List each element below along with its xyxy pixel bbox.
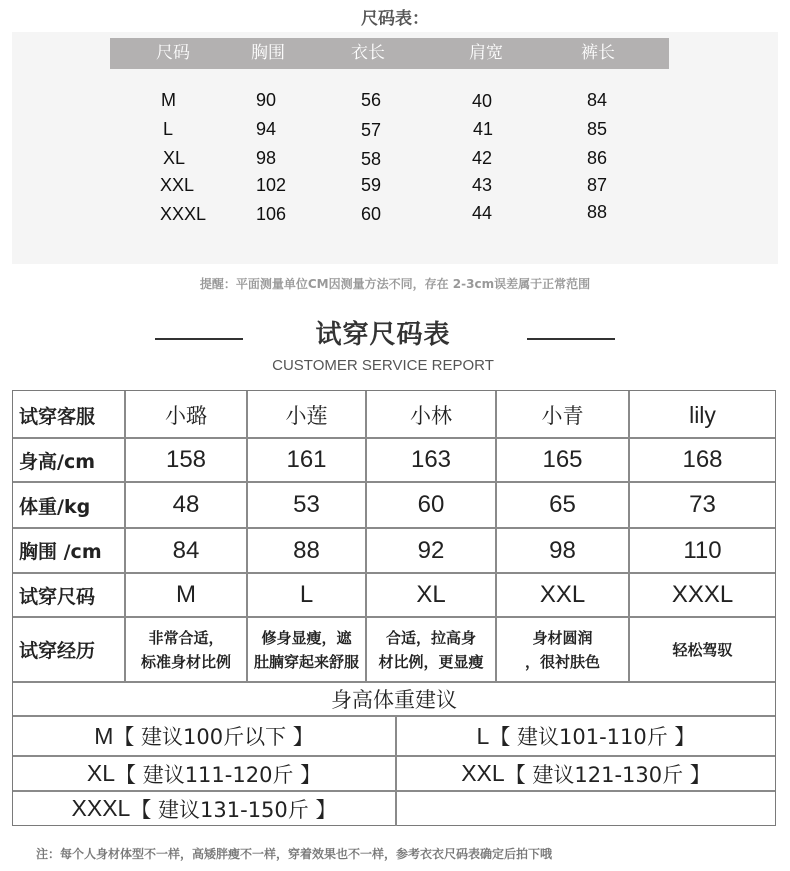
model-name: 小青 xyxy=(541,404,584,428)
model-weight: 53 xyxy=(293,491,320,518)
model-weight: 73 xyxy=(689,491,716,518)
row-label-chest: 胸围 /cm xyxy=(19,541,102,563)
recommend-size: XXL xyxy=(461,760,505,786)
recommend-l xyxy=(397,717,775,755)
size-cell: L xyxy=(163,119,174,139)
size-cell: 59 xyxy=(361,175,382,195)
recommend-range: 【 建议101-110斤 】 xyxy=(489,725,696,749)
recommend-size: XXXL xyxy=(71,795,131,821)
header-shoulder: 肩宽 xyxy=(469,43,503,63)
model-experience xyxy=(630,618,775,681)
experience-line: 标准身材比例 xyxy=(140,652,231,671)
size-cell: 43 xyxy=(472,175,493,195)
size-cell: 60 xyxy=(361,204,382,224)
model-name: lily xyxy=(689,401,716,428)
row-label-height: 身高/cm xyxy=(19,450,96,473)
header-size: 尺码 xyxy=(156,43,190,63)
experience-line: 材比例，更显瘦 xyxy=(378,652,484,671)
model-experience xyxy=(497,618,628,681)
experience-line: 肚腩穿起来舒服 xyxy=(253,652,359,671)
experience-line: 非常合适， xyxy=(148,628,224,647)
recommend-size: L xyxy=(476,722,490,749)
size-cell: 98 xyxy=(256,148,277,168)
size-cell: 84 xyxy=(587,90,608,110)
size-chart-header xyxy=(110,38,669,69)
experience-line: ，很衬肤色 xyxy=(524,652,600,671)
recommend-size: XL xyxy=(86,760,116,786)
trial-table xyxy=(12,390,776,826)
size-cell: 85 xyxy=(587,119,608,139)
model-experience xyxy=(367,618,495,681)
size-cell: 40 xyxy=(472,91,493,111)
model-chest: 98 xyxy=(549,536,576,564)
size-cell: 42 xyxy=(472,148,493,168)
model-name: 小林 xyxy=(410,404,452,428)
experience-line: 轻松驾驭 xyxy=(672,640,733,659)
trial-subtitle: CUSTOMER SERVICE REPORT xyxy=(272,357,494,374)
size-cell: 86 xyxy=(587,148,608,168)
model-experience xyxy=(126,618,246,681)
measurement-notice: 提醒：平面测量单位CM因测量方法不同，存在 2-3cm误差属于正常范围 xyxy=(199,277,591,291)
size-cell: 41 xyxy=(473,119,494,139)
model-size: XXL xyxy=(539,581,586,608)
recommend-range: 【 建议100斤以下 】 xyxy=(113,725,314,749)
experience-line: 合适，拉高身 xyxy=(385,628,476,647)
recommend-size: M xyxy=(94,722,114,749)
row-label-size: 试穿尺码 xyxy=(19,585,96,608)
model-chest: 88 xyxy=(293,536,320,564)
model-size: XL xyxy=(416,581,446,608)
header-length: 衣长 xyxy=(351,43,385,63)
size-cell: 57 xyxy=(361,120,382,140)
size-cell: 94 xyxy=(256,119,277,139)
experience-line: 修身显瘦，遮 xyxy=(261,628,352,647)
recommend-m xyxy=(13,717,395,755)
model-name: 小莲 xyxy=(285,404,328,428)
model-size: L xyxy=(299,581,314,608)
model-chest: 92 xyxy=(417,536,445,564)
recommend-xl xyxy=(13,757,395,790)
size-cell: 44 xyxy=(472,203,493,223)
size-cell: 58 xyxy=(361,149,382,169)
size-cell: M xyxy=(161,90,176,110)
model-height: 161 xyxy=(286,446,327,473)
size-cell: 102 xyxy=(256,175,287,195)
header-chest: 胸围 xyxy=(251,43,285,63)
size-cell: XL xyxy=(163,148,186,168)
recommend-range: 【 建议111-120斤 】 xyxy=(115,762,322,787)
size-cell: XXXL xyxy=(160,204,207,224)
recommend-xxl xyxy=(397,757,775,790)
recommend-title: 身高体重建议 xyxy=(331,688,457,712)
size-cell: 56 xyxy=(361,90,382,110)
model-height: 168 xyxy=(682,446,723,473)
footnote: 注：每个人身材体型不一样，高矮胖瘦不一样，穿着效果也不一样，参考衣衣尺码表确定后拍下哦 xyxy=(36,847,553,861)
size-cell: 88 xyxy=(587,202,608,222)
model-size: XXXL xyxy=(671,581,734,608)
size-cell: 87 xyxy=(587,175,608,195)
experience-line: 身材圆润 xyxy=(532,628,593,647)
model-name: 小璐 xyxy=(165,404,207,428)
size-cell: 90 xyxy=(256,90,277,110)
row-label-weight: 体重/kg xyxy=(19,495,91,518)
model-height: 163 xyxy=(410,446,452,473)
row-label-model: 试穿客服 xyxy=(19,405,96,428)
recommend-xxxl xyxy=(13,792,395,825)
model-chest: 84 xyxy=(172,536,200,564)
model-weight: 48 xyxy=(172,491,200,518)
model-height: 158 xyxy=(165,446,207,473)
trial-title: 试穿尺码表 xyxy=(315,320,451,350)
model-weight: 65 xyxy=(549,491,576,518)
model-height: 165 xyxy=(542,446,583,473)
size-cell: 106 xyxy=(256,204,287,224)
model-chest: 110 xyxy=(683,536,722,564)
size-cell: XXL xyxy=(160,175,195,195)
row-label-experience: 试穿经历 xyxy=(19,640,96,662)
model-size: M xyxy=(176,581,196,608)
header-pants: 裤长 xyxy=(581,43,615,63)
recommend-range: 【 建议121-130斤 】 xyxy=(504,762,711,787)
size-chart-title: 尺码表： xyxy=(361,9,429,29)
recommend-range: 【 建议131-150斤 】 xyxy=(130,797,337,822)
model-weight: 60 xyxy=(417,491,445,518)
model-experience xyxy=(248,618,365,681)
